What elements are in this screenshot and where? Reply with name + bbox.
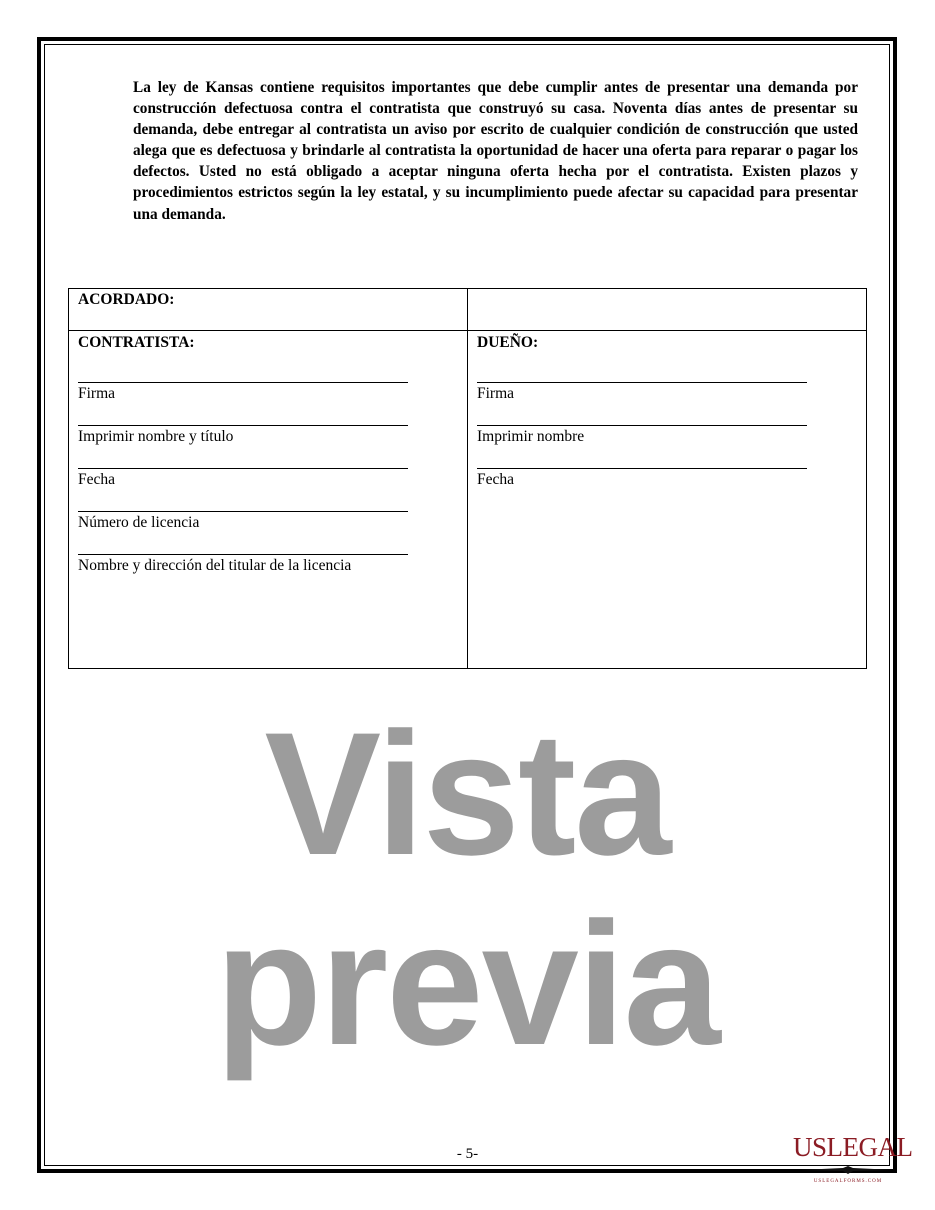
logo-text: USLEGAL	[793, 1132, 913, 1162]
agreed-label: ACORDADO:	[69, 289, 468, 331]
page-number: - 5-	[456, 1146, 479, 1162]
contractor-heading: CONTRATISTA:	[78, 334, 195, 351]
eagle-icon	[798, 1166, 898, 1174]
field-label: Firma	[78, 385, 116, 402]
field-label: Nombre y dirección del titular de la licencia	[78, 557, 352, 574]
field-label: Firma	[477, 385, 515, 402]
field-label: Fecha	[78, 471, 116, 488]
signature-table	[68, 288, 867, 669]
uslegal-logo	[793, 1132, 913, 1184]
field-label: Imprimir nombre	[477, 428, 585, 445]
field-label: Fecha	[477, 471, 515, 488]
preview-watermark: Vista previa	[215, 697, 719, 1082]
contractor-cell	[69, 331, 468, 669]
field-label: Imprimir nombre y título	[78, 428, 234, 445]
owner-heading: DUEÑO:	[477, 334, 539, 351]
logo-subtext: USLEGALFORMS.COM	[813, 1179, 883, 1184]
owner-cell	[468, 331, 867, 669]
notice-paragraph: La ley de Kansas contiene requisitos importantes que debe cumplir antes de presentar una demanda por construcción defectuosa contra el contratista que construyó su casa. Noventa días antes de presentar su demanda, debe entregar al contratista un aviso por escrito de cualquier condición de construcción que usted alega que es defectuosa y brindarle al contratista la oportunidad de hacer una oferta para reparar o pagar los defectos. Usted no está obligado a aceptar ninguna oferta hecha por el contratista. Existen plazos y procedimientos estrictos según la ley estatal, y su incumplimiento puede afectar su capacidad para presentar una demanda.	[133, 79, 858, 223]
field-label: Número de licencia	[78, 514, 200, 531]
agreed-empty-cell	[468, 289, 867, 331]
